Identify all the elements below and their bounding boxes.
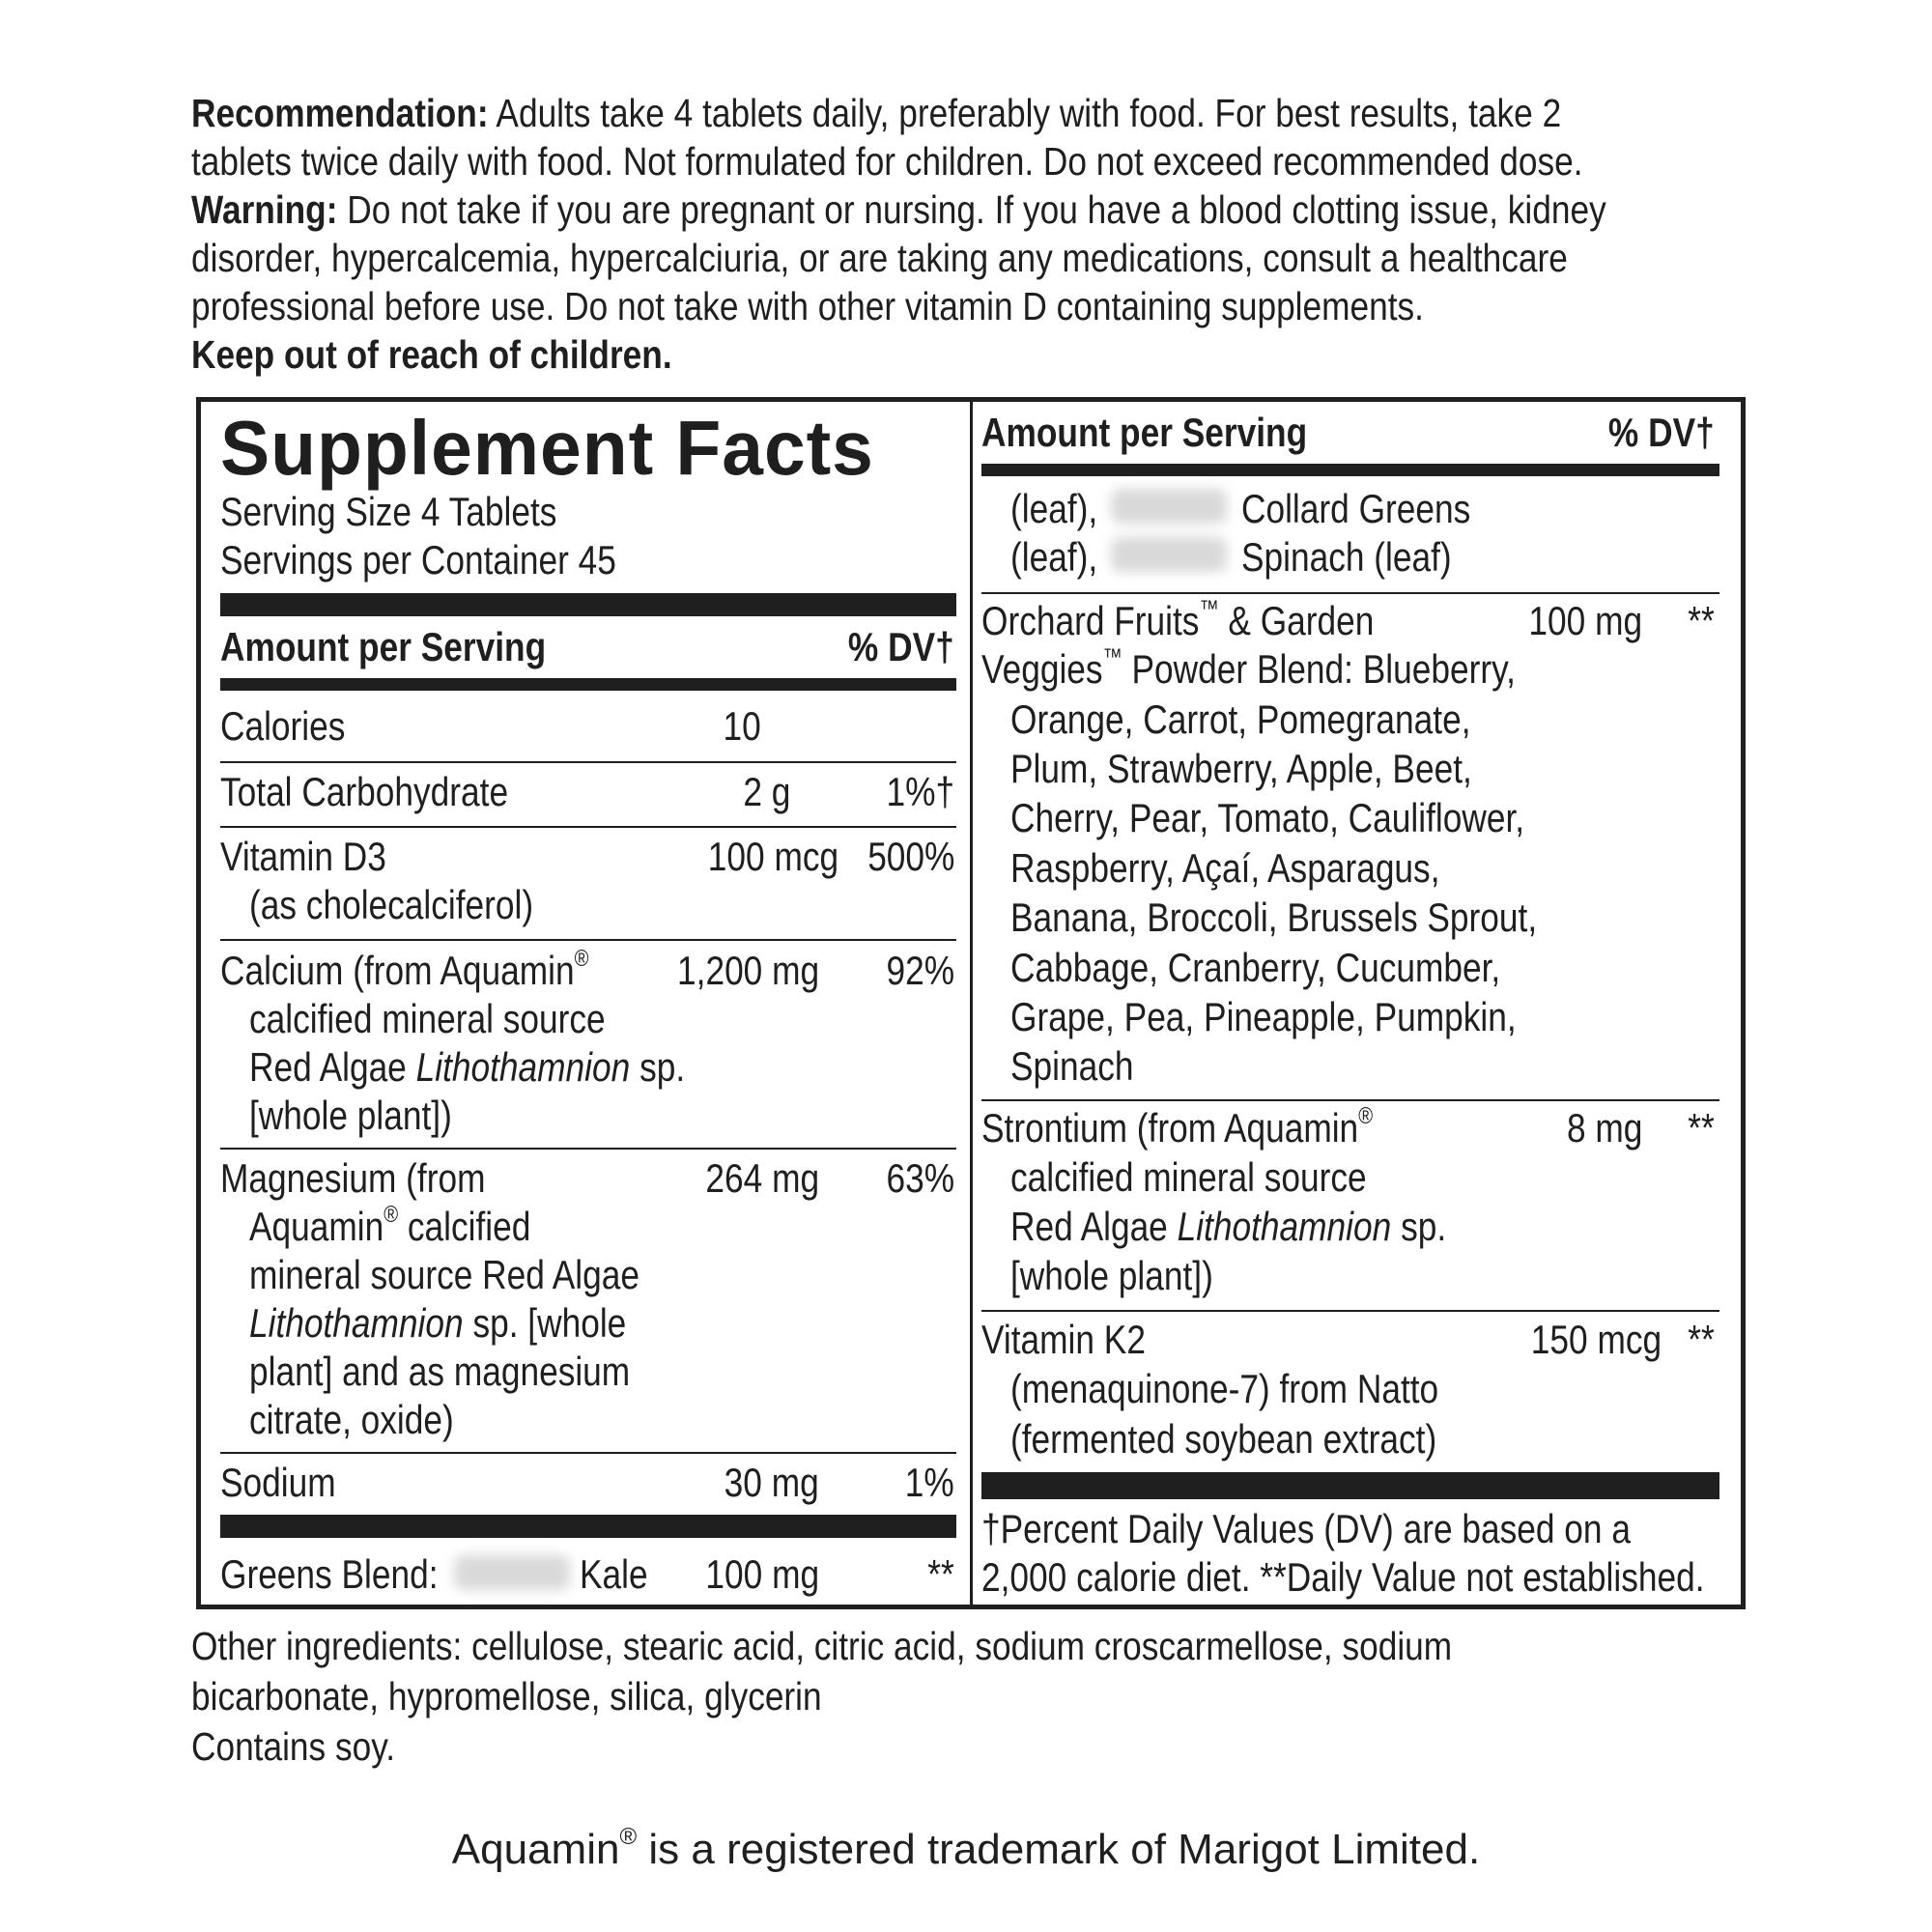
strontium-line-2: calcified mineral source xyxy=(1010,1154,1367,1200)
calcium-line-1: Calcium (from Aquamin® xyxy=(220,946,589,993)
dv-header: % DV† xyxy=(848,624,954,669)
carb-dv: 1%† xyxy=(886,769,954,814)
carb-amount: 2 g xyxy=(742,769,790,814)
orchard-line-7: Banana, Broccoli, Brussels Sprout, xyxy=(1010,895,1538,940)
calories-amount: 10 xyxy=(723,703,761,749)
thick-bar xyxy=(220,593,956,616)
row-divider xyxy=(981,1099,1719,1101)
row-divider xyxy=(220,1148,956,1150)
greens-cont-line-2a: (leaf), xyxy=(1010,534,1098,580)
magnesium-line-2: Aquamin® calcified xyxy=(249,1202,531,1249)
column-divider xyxy=(970,397,973,1609)
row-divider xyxy=(220,939,956,941)
vitamin-d-source: (as cholecalciferol) xyxy=(249,882,534,927)
trademark-notice: Aquamin® is a registered trademark of Marigot Limited. xyxy=(451,1824,1481,1873)
trademark-mark: ™ xyxy=(1199,596,1219,622)
sodium-amount: 30 mg xyxy=(724,1460,819,1505)
orchard-line-9: Grape, Pea, Pineapple, Pumpkin, xyxy=(1010,994,1517,1039)
greens-blend-label: Greens Blend: xyxy=(220,1551,439,1597)
amount-per-serving-label: Amount per Serving xyxy=(220,624,547,669)
greens-cont-line-2b: Spinach (leaf) xyxy=(1241,534,1452,580)
registered-mark: ® xyxy=(619,1824,638,1851)
calcium-amount: 1,200 mg xyxy=(676,948,819,993)
row-divider xyxy=(220,1452,956,1454)
row-divider xyxy=(220,826,956,828)
magnesium-line-6: citrate, oxide) xyxy=(249,1397,454,1442)
recommendation-text: Adults take 4 tablets daily, preferably with food. For best results, take 2 xyxy=(488,91,1562,135)
sodium-dv: 1% xyxy=(905,1460,954,1505)
strontium-line-3: Red Algae Lithothamnion sp. xyxy=(1010,1204,1447,1249)
orchard-dv: ** xyxy=(1688,598,1715,643)
orchard-line-4: Plum, Strawberry, Apple, Beet, xyxy=(1010,746,1472,791)
carb-label: Total Carbohydrate xyxy=(220,769,509,814)
amount-per-serving-label-right: Amount per Serving xyxy=(981,410,1308,455)
magnesium-line-5: plant] and as magnesium xyxy=(249,1349,631,1394)
sodium-label: Sodium xyxy=(220,1460,336,1505)
thick-bar xyxy=(220,1515,956,1538)
servings-per-container: Servings per Container 45 xyxy=(220,537,616,582)
footnote-line-1: †Percent Daily Values (DV) are based on a xyxy=(981,1506,1631,1551)
vitamin-k2-line-2: (menaquinone-7) from Natto xyxy=(1010,1366,1439,1411)
orchard-amount: 100 mg xyxy=(1528,598,1642,643)
calcium-dv: 92% xyxy=(886,948,954,993)
strontium-dv: ** xyxy=(1688,1105,1715,1151)
vitamin-d-label: Vitamin D3 xyxy=(220,834,386,879)
magnesium-amount: 264 mg xyxy=(705,1155,819,1201)
greens-cont-line-1a: (leaf), xyxy=(1010,486,1098,531)
panel-title: Supplement Facts xyxy=(220,405,874,491)
vitamin-k2-amount: 150 mcg xyxy=(1530,1317,1662,1362)
allergen-statement: Contains soy. xyxy=(191,1724,396,1769)
warning-label: Warning: xyxy=(191,187,338,232)
warning-line-3: professional before use. Do not take with other vitamin D containing supplements. xyxy=(191,284,1424,328)
redacted-word xyxy=(1111,489,1227,524)
greens-kale: Kale xyxy=(580,1551,648,1597)
registered-mark: ® xyxy=(1358,1103,1374,1129)
thick-bar xyxy=(981,1472,1719,1499)
directions-block xyxy=(191,89,1606,379)
vitamin-k2-line-1: Vitamin K2 xyxy=(981,1317,1146,1362)
calcium-line-4: [whole plant]) xyxy=(249,1093,452,1138)
calcium-line-3: Red Algae Lithothamnion sp. xyxy=(249,1044,686,1090)
strontium-line-1: Strontium (from Aquamin® xyxy=(981,1103,1374,1151)
redacted-word xyxy=(1111,537,1227,572)
medium-bar xyxy=(981,464,1719,476)
calcium-line-2: calcified mineral source xyxy=(249,996,606,1041)
recommendation-line-1 xyxy=(191,89,1571,137)
orchard-line-3: Orange, Carrot, Pomegranate, xyxy=(1010,696,1471,742)
recommendation-label: Recommendation: xyxy=(191,91,489,135)
magnesium-dv: 63% xyxy=(886,1155,954,1201)
registered-mark: ® xyxy=(384,1202,399,1228)
greens-cont-line-1b: Collard Greens xyxy=(1241,486,1471,531)
other-ingredients-line-1: Other ingredients: cellulose, stearic acid, citric acid, sodium croscarmellose, sodium xyxy=(191,1624,1453,1668)
greens-blend-dv: ** xyxy=(927,1551,954,1597)
row-divider xyxy=(981,592,1719,594)
calories-label: Calories xyxy=(220,703,346,749)
vitamin-k2-line-3: (fermented soybean extract) xyxy=(1010,1416,1437,1462)
warning-text: Do not take if you are pregnant or nursing. If you have a blood clotting issue, kidney xyxy=(337,187,1606,232)
dv-header-right: % DV† xyxy=(1608,410,1715,455)
greens-blend-amount: 100 mg xyxy=(705,1551,819,1597)
magnesium-line-3: mineral source Red Algae xyxy=(249,1252,639,1297)
strontium-line-4: [whole plant]) xyxy=(1010,1253,1213,1298)
orchard-line-6: Raspberry, Açaí, Asparagus, xyxy=(1010,845,1440,891)
magnesium-line-4: Lithothamnion sp. [whole xyxy=(249,1300,627,1346)
orchard-line-1: Orchard Fruits™ & Garden xyxy=(981,596,1375,643)
magnesium-line-1: Magnesium (from xyxy=(220,1155,486,1201)
recommendation-line-2: tablets twice daily with food. Not formulated for children. Do not exceed recommended dose. xyxy=(191,139,1583,184)
warning-line-2: disorder, hypercalcemia, hypercalciuria, or are taking any medications, consult a healthcare xyxy=(191,236,1568,280)
medium-bar xyxy=(220,678,956,691)
serving-size: Serving Size 4 Tablets xyxy=(220,489,557,534)
orchard-line-2: Veggies™ Powder Blend: Blueberry, xyxy=(981,644,1516,692)
orchard-line-10: Spinach xyxy=(1010,1043,1134,1089)
vitamin-d-dv: 500% xyxy=(867,834,954,879)
vitamin-d-amount: 100 mcg xyxy=(707,834,838,879)
other-ingredients-line-2: bicarbonate, hypromellose, silica, glycerin xyxy=(191,1674,822,1719)
trademark-mark: ™ xyxy=(1102,644,1122,670)
warning-line-1 xyxy=(191,185,1606,234)
keep-out-notice: Keep out of reach of children. xyxy=(191,332,672,377)
other-ingredients-block xyxy=(191,1621,1452,1772)
row-divider xyxy=(981,1310,1719,1312)
strontium-amount: 8 mg xyxy=(1566,1105,1642,1151)
orchard-line-5: Cherry, Pear, Tomato, Cauliflower, xyxy=(1010,795,1525,840)
redacted-word xyxy=(454,1555,570,1590)
vitamin-k2-dv: ** xyxy=(1688,1317,1715,1362)
footnote-line-2: 2,000 calorie diet. **Daily Value not established. xyxy=(981,1554,1705,1600)
registered-mark: ® xyxy=(574,946,589,972)
orchard-line-8: Cabbage, Cranberry, Cucumber, xyxy=(1010,945,1501,990)
row-divider xyxy=(220,761,956,763)
